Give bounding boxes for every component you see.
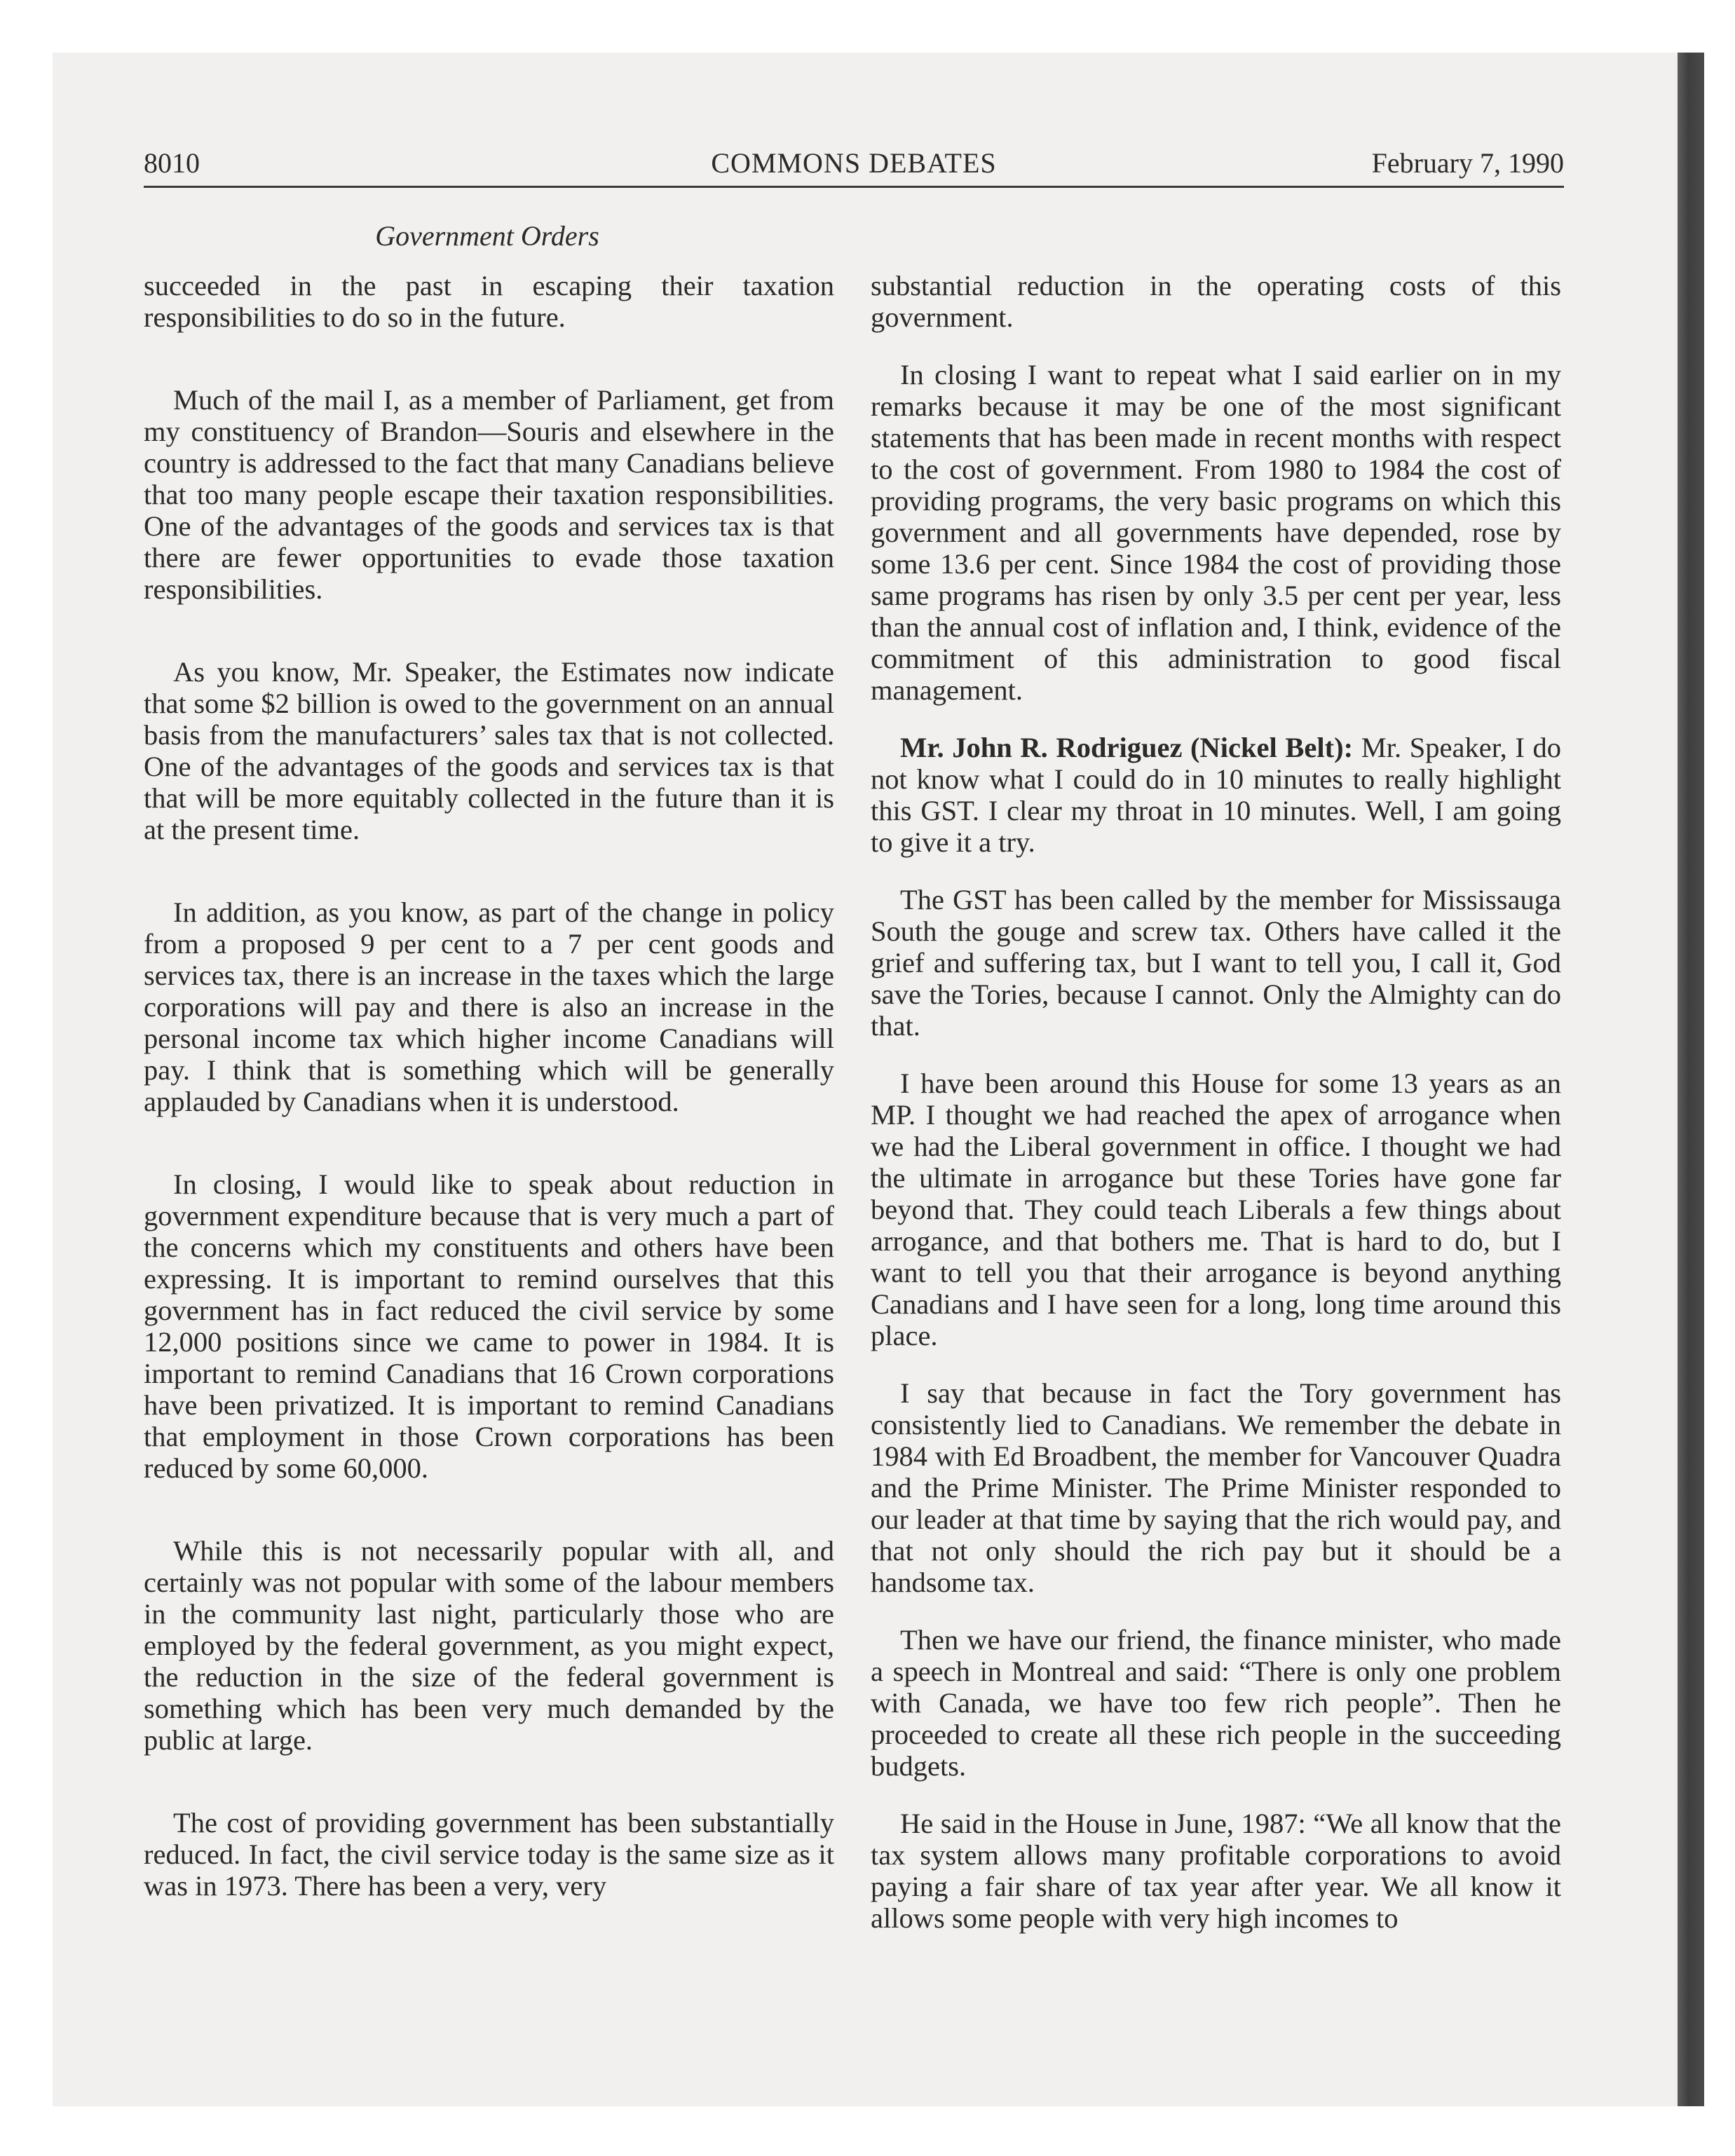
- right-paragraph-5: I have been around this House for some 13 years as an MP. I thought we had reached the apex of arrogance when we had the Liberal government in office. I thought we had the ultimate in arrogance but these Tories have gone far beyond that. They could teach Liberals a few things about arrogance, and that bothers me. That is hard to do, but I want to tell you that their arrogance is beyond anything Canadians and I have seen for a long, long time around this place.: [871, 1067, 1561, 1351]
- left-column: [144, 270, 834, 1902]
- right-paragraph-7: Then we have our friend, the finance minister, who made a speech in Montreal and said: “There is only one problem with Canada, we have too few rich people”. Then he proceeded to create all these rich people in the succeeding budgets.: [871, 1624, 1561, 1782]
- journal-title: COMMONS DEBATES: [711, 147, 997, 179]
- right-paragraph-8: He said in the House in June, 1987: “We all know that the tax system allows many profitable corporations to avoid paying a fair share of tax year after year. We all know it allows some people with very high incomes to: [871, 1808, 1561, 1934]
- section-heading: Government Orders: [375, 220, 599, 252]
- header-rule: [144, 186, 1564, 188]
- left-paragraph-3: As you know, Mr. Speaker, the Estimates now indicate that some $2 billion is owed to the government on an annual basis from the manufacturers’ sales tax that is not collected. One of the advantages of the goods and services tax is that that will be more equitably collected in the future than it is at the present time.: [144, 656, 834, 845]
- scan-binding-edge: [1678, 53, 1704, 2106]
- right-paragraph-6: I say that because in fact the Tory government has consistently lied to Canadians. We remember the debate in 1984 with Ed Broadbent, the member for Vancouver Quadra and the Prime Minister. The Prime Minister responded to our leader at that time by saying that the rich would pay, and that not only should the rich pay but it should be a handsome tax.: [871, 1377, 1561, 1598]
- right-paragraph-2: In closing I want to repeat what I said earlier on in my remarks because it may be one of the most significant statements that has been made in recent months with respect to the cost of government. From 1980 to 1984 the cost of providing programs, the very basic programs on which this government and all governments have depended, rose by some 13.6 per cent. Since 1984 the cost of providing those same programs has risen by only 3.5 per cent per year, less than the annual cost of inflation and, I think, evidence of the commitment of this administration to good fiscal management.: [871, 359, 1561, 706]
- page-number: 8010: [144, 147, 200, 179]
- page-date: February 7, 1990: [1371, 147, 1564, 179]
- left-paragraph-1: succeeded in the past in escaping their taxation responsibilities to do so in the future.: [144, 270, 834, 333]
- right-column: [871, 270, 1561, 1934]
- right-paragraph-1: substantial reduction in the operating costs of this government.: [871, 270, 1561, 333]
- speech-text: Mr. Speaker, I do not know what I could do in 10 minutes to really highlight this GST. I clear my throat in 10 minutes. Well, I am going to give it a try.: [871, 732, 1561, 858]
- speaker-name: Mr. John R. Rodriguez (Nickel Belt):: [900, 732, 1354, 763]
- left-paragraph-4: In addition, as you know, as part of the change in policy from a proposed 9 per cent to a 7 per cent goods and services tax, there is an increase in the taxes which the large corporations will pay and there is also an increase in the personal income tax which higher income Canadians will pay. I think that is something which will be generally applauded by Canadians when it is understood.: [144, 896, 834, 1117]
- left-paragraph-7: The cost of providing government has been substantially reduced. In fact, the civil service today is the same size as it was in 1973. There has been a very, very: [144, 1807, 834, 1902]
- left-paragraph-2: Much of the mail I, as a member of Parliament, get from my constituency of Brandon—Souris and elsewhere in the country is addressed to the fact that many Canadians believe that too many people escape their taxation responsibilities. One of the advantages of the goods and services tax is that there are fewer opportunities to evade those taxation responsibilities.: [144, 384, 834, 605]
- left-paragraph-6: While this is not necessarily popular with all, and certainly was not popular with some of the labour members in the community last night, particularly those who are employed by the federal government, as you might expect, the reduction in the size of the federal government is something which has been very much demanded by the public at large.: [144, 1535, 834, 1756]
- running-header: [144, 142, 1564, 184]
- right-paragraph-3: [871, 732, 1561, 858]
- right-paragraph-4: The GST has been called by the member for Mississauga South the gouge and screw tax. Others have called it the grief and suffering tax, but I want to tell you, I call it, God save the Tories, because I cannot. Only the Almighty can do that.: [871, 884, 1561, 1042]
- left-paragraph-5: In closing, I would like to speak about reduction in government expenditure because that is very much a part of the concerns which my constituents and others have been expressing. It is important to remind ourselves that this government has in fact reduced the civil service by some 12,000 positions since we came to power in 1984. It is important to remind Canadians that 16 Crown corporations have been privatized. It is important to remind Canadians that employment in those Crown corporations has been reduced by some 60,000.: [144, 1168, 834, 1484]
